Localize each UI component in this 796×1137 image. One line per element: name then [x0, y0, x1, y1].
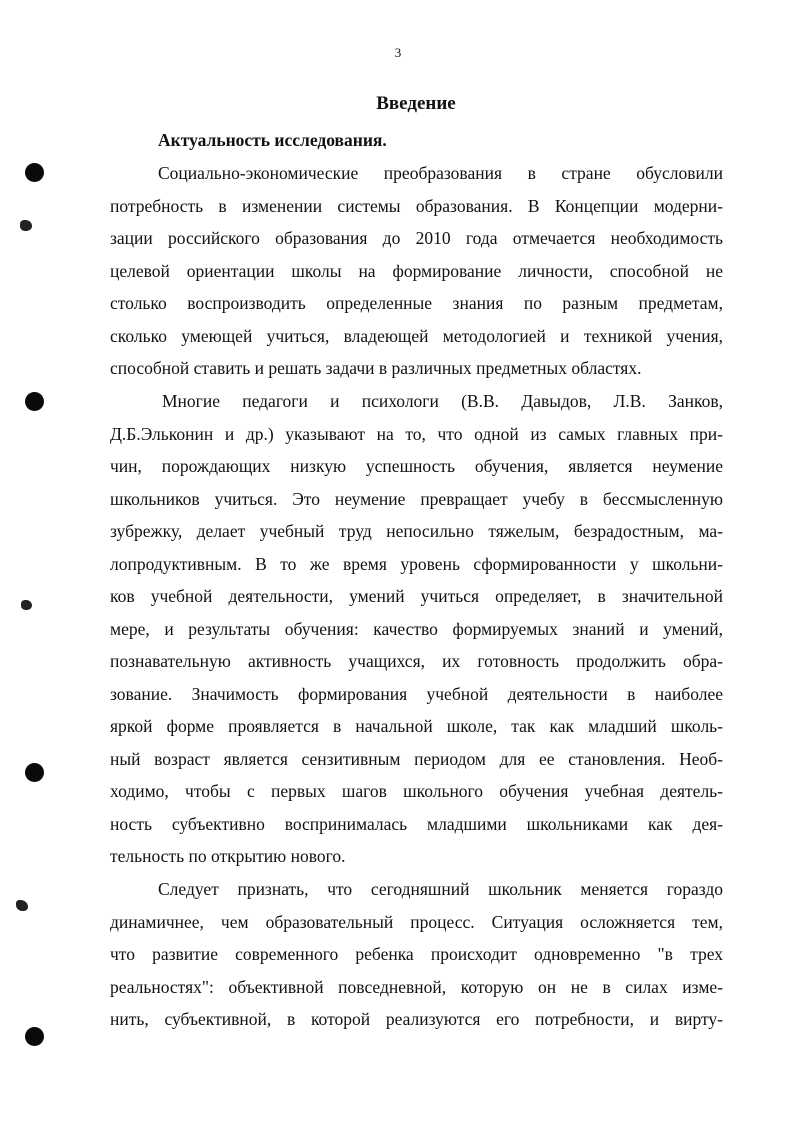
text-line: Многие педагоги и психологи (В.В. Давыдов, Л.В. Занков,	[162, 391, 723, 411]
text-line: ный возраст является сензитивным периодом для ее становления. Необ-	[110, 748, 723, 769]
text-line: яркой форме проявляется в начальной школе, так как младший школь-	[110, 716, 723, 736]
text-line: сколько умеющей учиться, владеющей методологией и техникой учения,	[110, 325, 723, 346]
text-line: нить, субъективной, в которой реализуются его потребности, и вирту-	[110, 1009, 723, 1029]
text-line: ков учебной деятельности, умений учиться определяет, в значительной	[110, 586, 723, 606]
scan-speck	[20, 220, 32, 231]
text-line: ность субъективно воспринималась младшими школьниками как дея-	[110, 813, 723, 834]
text-line: зации российского образования до 2010 года отмечается необходимость	[110, 228, 723, 248]
text-line: целевой ориентации школы на формирование личности, способной не	[110, 260, 723, 281]
text-line: реальностях": объективной повседневной, которую он не в силах изме-	[110, 976, 723, 997]
punch-hole	[25, 763, 44, 782]
text-line: Следует признать, что сегодняшний школьник меняется гораздо	[158, 879, 723, 899]
text-line: мере, и результаты обучения: качество формируемых знаний и умений,	[110, 618, 723, 639]
punch-hole	[25, 392, 44, 411]
text-line: лопродуктивным. В то же время уровень сформированности у школьни-	[110, 553, 723, 574]
paragraph-2	[110, 385, 723, 873]
text-line: столько воспроизводить определенные знания по разным предметам,	[110, 293, 723, 313]
text-line: школьников учиться. Это неумение превращает учебу в бессмысленную	[110, 488, 723, 509]
text-line: динамичнее, чем образовательный процесс. Ситуация осложняется тем,	[110, 911, 723, 932]
page-title: Введение	[376, 93, 456, 114]
punch-hole	[25, 1027, 44, 1046]
text-line: Социально-экономические преобразования в стране обусловили	[158, 163, 723, 183]
text-line: способной ставить и решать задачи в различных предметных областях.	[110, 358, 642, 378]
text-line: тельность по открытию нового.	[110, 846, 346, 866]
scan-speck	[21, 600, 32, 610]
text-line: Д.Б.Эльконин и др.) указывают на то, что одной из самых главных при-	[110, 423, 723, 444]
text-line: что развитие современного ребенка происходит одновременно "в трех	[110, 944, 723, 964]
text-line: потребность в изменении системы образования. В Концепции модерни-	[110, 195, 723, 216]
text-line: зубрежку, делает учебный труд непосильно тяжелым, безрадостным, ма-	[110, 521, 723, 541]
paragraph-3	[110, 873, 723, 1036]
punch-hole	[25, 163, 44, 182]
page-number: 3	[394, 45, 402, 60]
text-line: познавательную активность учащихся, их готовность продолжить обра-	[110, 651, 723, 671]
text-line: чин, порождающих низкую успешность обучения, является неумение	[110, 456, 723, 476]
paragraph-1	[110, 157, 723, 385]
text-line: ходимо, чтобы с первых шагов школьного обучения учебная деятель-	[110, 781, 723, 801]
text-line: зование. Значимость формирования учебной деятельности в наиболее	[110, 683, 723, 704]
section-subheading: Актуальность исследования.	[158, 130, 387, 150]
scan-speck	[16, 900, 28, 911]
